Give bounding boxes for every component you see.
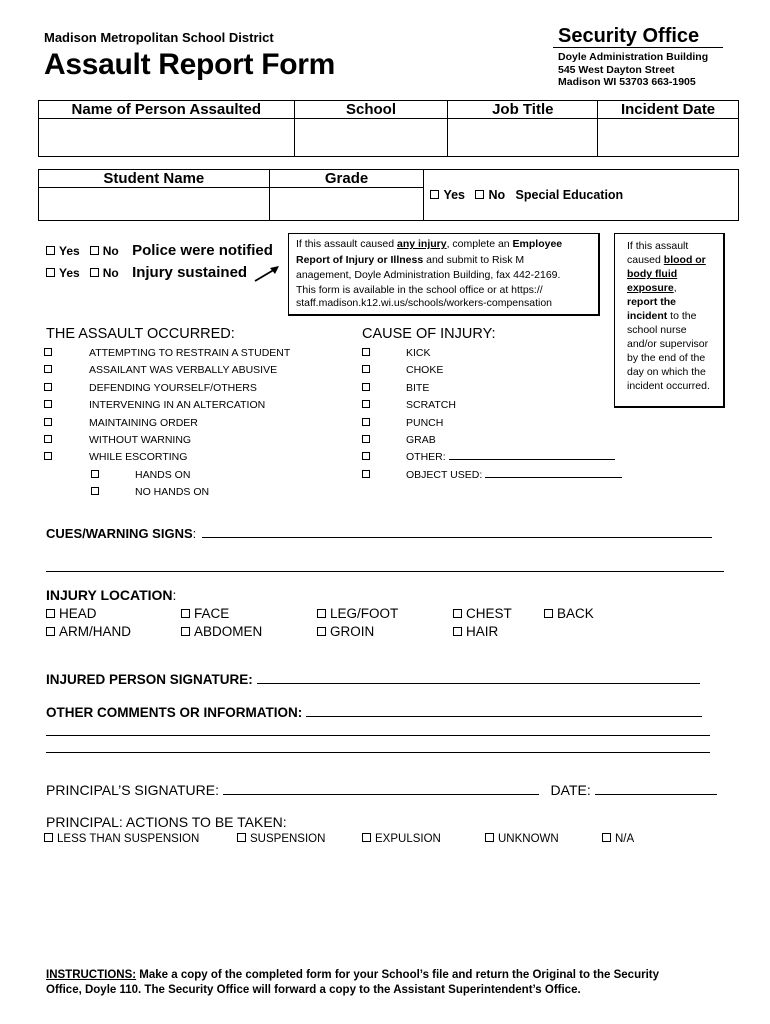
student-table: [38, 169, 739, 221]
action-label: SUSPENSION: [250, 833, 326, 845]
assault-item-label: WITHOUT WARNING: [89, 433, 192, 446]
special-ed-yes-label: Yes: [443, 188, 466, 202]
loc-label: BACK: [557, 606, 594, 621]
col-student-name: Student Name: [39, 170, 270, 188]
police-no-label: No: [102, 244, 119, 258]
cause-item: [362, 345, 622, 362]
cause-item: [362, 380, 622, 397]
loc-label: HEAD: [59, 606, 97, 621]
office-divider: [553, 47, 723, 48]
notice-text: This form is available in the school office or at https://: [296, 283, 543, 296]
cues-label: CUES/WARNING SIGNS: [46, 526, 193, 541]
page-title: Assault Report Form: [44, 48, 336, 81]
injured-signature-row: [46, 672, 700, 687]
loc-face: [181, 605, 229, 623]
injury-location-label: INJURY LOCATION: [46, 587, 173, 603]
injury-row: [46, 264, 247, 281]
notice-text: , complete an: [446, 238, 513, 250]
assault-item: [44, 397, 290, 414]
office-address-line: Madison WI 53703 663-1905: [558, 76, 696, 88]
school-field[interactable]: [294, 119, 448, 157]
action-label: UNKNOWN: [498, 833, 559, 845]
loc-label: FACE: [194, 606, 230, 621]
cause-item-label: GRAB: [406, 433, 436, 446]
assault-item: [44, 432, 290, 449]
cause-checkbox[interactable]: [362, 400, 370, 408]
cause-item: [362, 415, 622, 432]
cause-item: [362, 467, 622, 484]
loc-label: HAIR: [466, 624, 499, 639]
cause-item-label: SCRATCH: [406, 399, 456, 412]
comments-field-line-2[interactable]: [46, 735, 710, 736]
instructions-text: Office, Doyle 110. The Security Office will forward a copy to the Assistant Superintendent’s Office.: [46, 984, 581, 996]
office-address: [558, 51, 708, 89]
injury-sustained-label: Injury sustained: [132, 264, 248, 281]
loc-hair-checkbox[interactable]: [453, 627, 462, 636]
cause-checkbox[interactable]: [362, 452, 370, 460]
injured-signature-field[interactable]: [257, 672, 700, 684]
cause-heading: CAUSE OF INJURY:: [362, 326, 496, 342]
loc-back-checkbox[interactable]: [544, 609, 553, 618]
cause-item-label: CHOKE: [406, 364, 444, 377]
escort-sub-item: [44, 484, 290, 501]
cause-item-label: BITE: [406, 381, 430, 394]
police-no-checkbox[interactable]: [90, 246, 99, 255]
loc-chest-checkbox[interactable]: [453, 609, 462, 618]
incident-table: [38, 100, 739, 157]
loc-hair: [453, 623, 498, 641]
blood-note-emphasis: exposure: [627, 282, 674, 294]
other-cause-field[interactable]: [449, 451, 615, 460]
blood-note-emphasis: report the: [627, 296, 677, 308]
instructions-text: Make a copy of the completed form for your School’s file and return the Original to the Security: [136, 969, 660, 981]
assault-item: [44, 415, 290, 432]
loc-label: ABDOMEN: [194, 624, 263, 639]
cues-field[interactable]: [202, 527, 712, 538]
loc-leg-foot-checkbox[interactable]: [317, 609, 326, 618]
arrow-icon: [252, 262, 282, 284]
loc-label: LEG/FOOT: [330, 606, 399, 621]
cause-item: [362, 397, 622, 414]
action-unknown-checkbox[interactable]: [485, 833, 494, 842]
cause-checkbox[interactable]: [362, 418, 370, 426]
notice-text: If this assault caused: [296, 238, 397, 250]
blood-note-text: school nurse: [627, 324, 687, 336]
loc-head-checkbox[interactable]: [46, 609, 55, 618]
no-hands-on-checkbox[interactable]: [91, 487, 99, 495]
loc-leg-foot: [317, 605, 398, 623]
assault-item-label: INTERVENING IN AN ALTERCATION: [89, 399, 266, 412]
police-yes-label: Yes: [59, 244, 80, 258]
comments-field[interactable]: [306, 705, 702, 717]
special-ed-yes-checkbox[interactable]: [430, 190, 439, 199]
blood-note-emphasis: incident: [627, 310, 668, 322]
assault-list: [44, 345, 290, 502]
action-item: [362, 833, 441, 845]
blood-note-text: and/or supervisor: [627, 338, 709, 350]
notice-text: anagement, Doyle Administration Building, fax 442-2169.: [296, 269, 561, 281]
principal-signature-row: [46, 782, 717, 798]
instructions: [46, 968, 659, 998]
action-label: N/A: [615, 833, 635, 845]
instructions-label: INSTRUCTIONS:: [46, 969, 137, 981]
object-used-field[interactable]: [485, 469, 622, 478]
workers-comp-link[interactable]: staff.madison.k12.wi.us/schools/workers-compensation: [296, 296, 553, 309]
special-ed-no-label: No: [488, 188, 506, 202]
cause-checkbox[interactable]: [362, 365, 370, 373]
assault-checkbox[interactable]: [44, 383, 52, 391]
action-item: [602, 833, 634, 845]
blood-note-text: day on which the: [627, 366, 706, 378]
loc-back: [544, 605, 594, 623]
cause-checkbox[interactable]: [362, 348, 370, 356]
injury-no-checkbox[interactable]: [90, 268, 99, 277]
district-name: Madison Metropolitan School District: [44, 30, 274, 45]
name-of-person-field[interactable]: [39, 119, 295, 157]
loc-label: GROIN: [330, 624, 375, 639]
action-label: EXPULSION: [375, 833, 441, 845]
office-address-line: 545 West Dayton Street: [558, 63, 675, 76]
assault-item-label: WHILE ESCORTING: [89, 451, 188, 464]
cause-list: [362, 345, 622, 484]
cause-item: [362, 449, 622, 466]
police-notified-label: Police were notified: [132, 242, 273, 259]
action-item: [485, 833, 559, 845]
assault-item: [44, 449, 290, 466]
assault-checkbox[interactable]: [44, 400, 52, 408]
cause-item: [362, 432, 622, 449]
loc-abdomen-checkbox[interactable]: [181, 627, 190, 636]
loc-label: ARM/HAND: [59, 624, 132, 639]
loc-label: CHEST: [466, 606, 512, 621]
principal-signature-field[interactable]: [223, 783, 539, 795]
date-label: DATE:: [550, 782, 591, 798]
blood-note-text: If this assault: [627, 240, 689, 252]
notice-any-injury: any injury: [396, 238, 447, 250]
actions-list: [44, 833, 724, 849]
comments-field-line-3[interactable]: [46, 752, 710, 753]
grade-field[interactable]: [269, 188, 424, 221]
police-yes-checkbox[interactable]: [46, 246, 55, 255]
assault-item-label: DEFENDING YOURSELF/OTHERS: [89, 381, 257, 394]
col-grade: Grade: [269, 170, 424, 188]
col-name-of-person: Name of Person Assaulted: [39, 101, 295, 119]
loc-groin: [317, 623, 374, 641]
assault-checkbox[interactable]: [44, 365, 52, 373]
cause-checkbox[interactable]: [362, 383, 370, 391]
office-title: Security Office: [558, 25, 700, 47]
notice-text: and submit to Risk M: [423, 253, 525, 266]
action-less-than-suspension-checkbox[interactable]: [44, 833, 53, 842]
assault-checkbox[interactable]: [44, 418, 52, 426]
loc-chest: [453, 605, 512, 623]
blood-note-text: incident occurred.: [627, 380, 710, 392]
hands-on-checkbox[interactable]: [91, 470, 99, 478]
comments-label: OTHER COMMENTS OR INFORMATION:: [46, 705, 303, 720]
injury-yes-label: Yes: [59, 266, 80, 280]
assault-heading: THE ASSAULT OCCURRED:: [46, 326, 235, 342]
blood-note-text: ,: [673, 282, 677, 294]
col-incident-date: Incident Date: [598, 101, 739, 119]
student-name-field[interactable]: [39, 188, 270, 221]
blood-exposure-box: [614, 233, 725, 408]
special-ed-no-checkbox[interactable]: [475, 190, 484, 199]
loc-arm-hand: [46, 623, 131, 641]
assault-item-label: MAINTAINING ORDER: [89, 416, 198, 429]
blood-note-text: caused: [627, 254, 664, 266]
action-label: LESS THAN SUSPENSION: [57, 833, 200, 845]
action-item: [237, 833, 325, 845]
actions-heading: PRINCIPAL: ACTIONS TO BE TAKEN:: [46, 814, 287, 830]
loc-head: [46, 605, 97, 623]
assault-item-label: ASSAILANT WAS VERBALLY ABUSIVE: [89, 364, 278, 377]
loc-groin-checkbox[interactable]: [317, 627, 326, 636]
cues-row: [46, 526, 712, 541]
job-title-field[interactable]: [448, 119, 598, 157]
special-education-label: Special Education: [515, 188, 624, 202]
injury-location-heading: [46, 587, 176, 603]
cause-checkbox[interactable]: [362, 435, 370, 443]
no-hands-on-label: NO HANDS ON: [135, 486, 210, 499]
injury-location-grid: [46, 605, 726, 641]
injury-notice-box: [288, 233, 600, 316]
escort-sub-item: [44, 467, 290, 484]
loc-abdomen: [181, 623, 262, 641]
blood-note-emphasis: body fluid: [627, 268, 678, 280]
assault-checkbox[interactable]: [44, 348, 52, 356]
comments-row: [46, 705, 702, 720]
injury-location-colon: :: [172, 587, 177, 603]
col-job-title: Job Title: [448, 101, 598, 119]
injury-no-label: No: [102, 266, 119, 280]
cause-item-label: OBJECT USED:: [406, 468, 483, 481]
incident-date-field[interactable]: [598, 119, 739, 157]
cause-item-label: KICK: [406, 347, 431, 359]
action-item: [44, 833, 199, 845]
special-education-cell: [424, 170, 739, 221]
notice-form-name: Report of Injury or Illness: [296, 253, 424, 266]
assault-item: [44, 362, 290, 379]
injured-signature-label: INJURED PERSON SIGNATURE:: [46, 672, 253, 687]
blood-note-text: to the: [667, 310, 697, 322]
cues-colon: :: [192, 526, 197, 541]
hands-on-label: HANDS ON: [135, 468, 191, 481]
principal-signature-label: PRINCIPAL’S SIGNATURE:: [46, 782, 219, 798]
cues-field-line-2[interactable]: [46, 571, 724, 572]
police-row: [46, 242, 273, 259]
loc-face-checkbox[interactable]: [181, 609, 190, 618]
assault-checkbox[interactable]: [44, 452, 52, 460]
blood-note-text: by the end of the: [627, 352, 706, 364]
assault-item-label: ATTEMPTING TO RESTRAIN A STUDENT: [89, 347, 291, 359]
action-suspension-checkbox[interactable]: [237, 833, 246, 842]
office-address-line: Doyle Administration Building: [558, 51, 709, 63]
date-field[interactable]: [595, 783, 717, 795]
assault-item: [44, 345, 290, 362]
action-expulsion-checkbox[interactable]: [362, 833, 371, 842]
cause-item-label: PUNCH: [406, 416, 444, 429]
blood-note-emphasis: blood or: [663, 254, 706, 266]
action-na-checkbox[interactable]: [602, 833, 611, 842]
cause-checkbox[interactable]: [362, 470, 370, 478]
cause-item: [362, 362, 622, 379]
cause-item-label: OTHER:: [406, 451, 446, 464]
injury-yes-checkbox[interactable]: [46, 268, 55, 277]
col-school: School: [294, 101, 448, 119]
notice-form-name: Employee: [512, 238, 563, 250]
assault-item: [44, 380, 290, 397]
loc-arm-hand-checkbox[interactable]: [46, 627, 55, 636]
assault-checkbox[interactable]: [44, 435, 52, 443]
